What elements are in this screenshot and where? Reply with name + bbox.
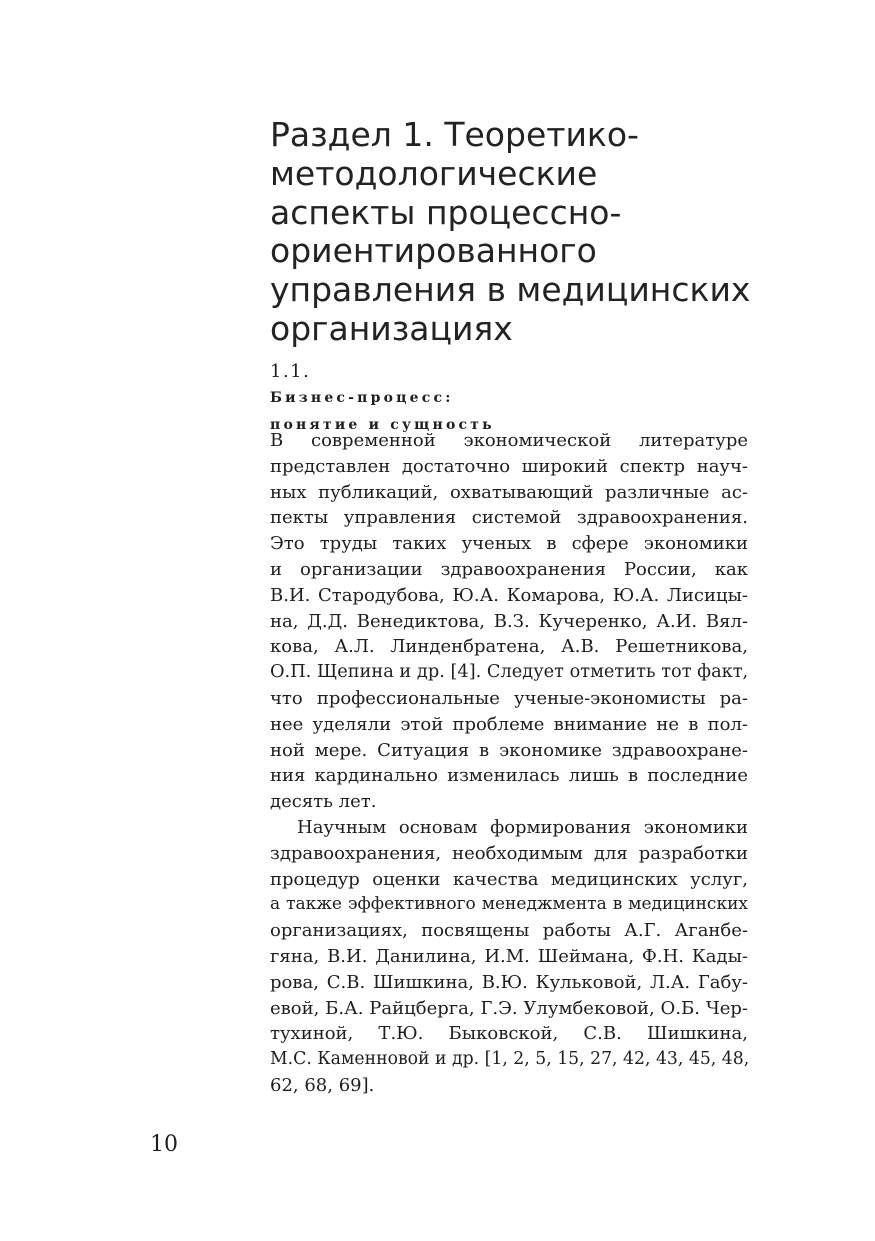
- body-text: [270, 428, 748, 1099]
- text-line: здравоохранения, необходимым для разработки: [270, 842, 748, 864]
- text-line: процедур оценки качества медицинских услуг,: [270, 868, 748, 890]
- text-line: организациях, посвящены работы А.Г. Аганбе-: [270, 920, 748, 942]
- subsection-title-part-2: понятие и сущность: [270, 417, 495, 433]
- text-line: десять лет.: [270, 791, 377, 813]
- section-title-line: методологические: [270, 153, 598, 193]
- text-line: ния кардинально изменилась лишь в последние: [270, 765, 748, 787]
- text-line: тухиной, Т.Ю. Быковской, С.В. Шишкина,: [270, 1023, 748, 1045]
- text-line: Это труды таких ученых в сфере экономики: [270, 533, 748, 555]
- text-line: ных публикаций, охватывающий различные ас-: [270, 481, 748, 503]
- subsection-number: 1.1.: [270, 361, 311, 382]
- text-line: ной мере. Ситуация в экономике здравоохране-: [270, 739, 748, 761]
- page-number: 10: [150, 1132, 178, 1157]
- text-line: О.П. Щепина и др. [4]. Следует отметить тот факт,: [270, 662, 749, 683]
- section-title-line: организациях: [270, 308, 513, 348]
- text-line: рова, С.В. Шишкина, В.Ю. Кульковой, Л.А. Габу-: [270, 971, 748, 993]
- text-line: кова, А.Л. Линденбратена, А.В. Решетникова,: [270, 636, 748, 658]
- subsection-title-line-1: [270, 358, 740, 412]
- text-line: 62, 68, 69].: [270, 1074, 375, 1096]
- text-line: что профессиональные ученые-экономисты ра-: [270, 687, 748, 709]
- subsection-title: [270, 358, 740, 439]
- text-line: В.И. Стародубова, Ю.А. Комарова, Ю.А. Лисицы-: [270, 584, 748, 606]
- paragraph-1: [270, 428, 748, 815]
- text-line: а также эффективного менеджмента в медицинских: [270, 894, 748, 915]
- text-line: гяна, В.И. Данилина, И.М. Шеймана, Ф.Н. Кады-: [270, 945, 748, 967]
- text-line: на, Д.Д. Венедиктова, В.З. Кучеренко, А.И. Вял-: [270, 610, 748, 632]
- section-title-line: аспекты процессно-: [270, 192, 622, 232]
- text-line: Научным основам формирования экономики: [297, 816, 748, 838]
- text-line: евой, Б.А. Райцберга, Г.Э. Улумбековой, О.Б. Чер-: [270, 997, 748, 1019]
- section-title-line: ориентированного: [270, 231, 597, 271]
- text-line: В современной экономической литературе: [270, 430, 748, 451]
- text-line: пекты управления системой здравоохранения.: [270, 507, 748, 529]
- text-line: представлен достаточно широкий спектр науч-: [270, 455, 748, 477]
- text-line: М.С. Каменновой и др. [1, 2, 5, 15, 27, 42, 43, 45, 48,: [270, 1049, 750, 1070]
- paragraph-2: [270, 815, 748, 1099]
- text-line: и организации здравоохранения России, как: [270, 558, 748, 580]
- section-title-line: управления в медицинских: [270, 270, 751, 310]
- subsection-title-part-1: Бизнес-процесс:: [270, 390, 454, 406]
- section-title-line: Раздел 1. Теоретико-: [270, 115, 639, 154]
- section-title: [270, 115, 751, 349]
- text-line: нее уделяли этой проблеме внимание не в пол-: [270, 713, 748, 735]
